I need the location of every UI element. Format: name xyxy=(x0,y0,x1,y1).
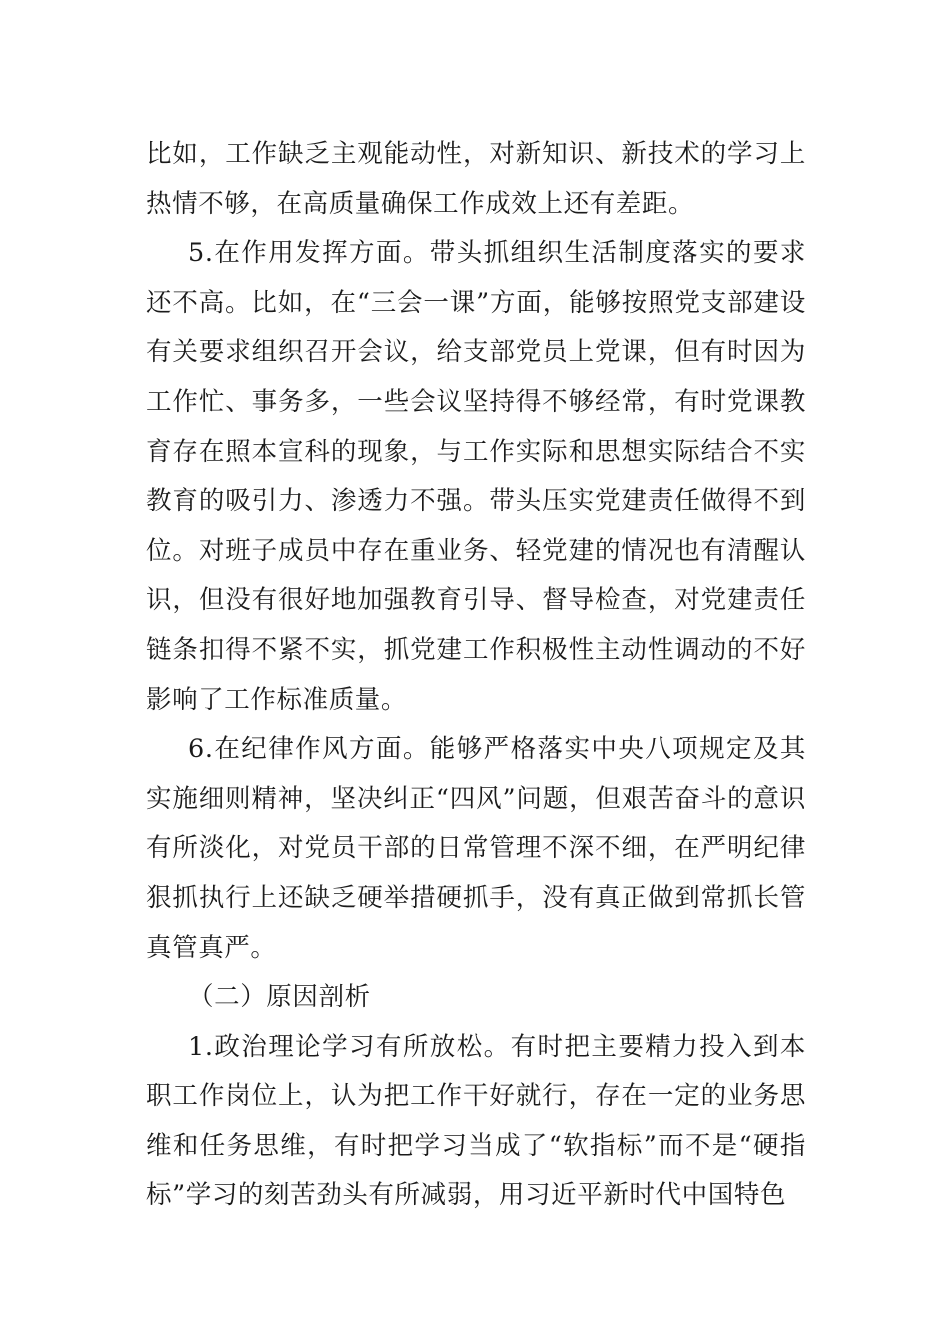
document-body xyxy=(146,130,806,1221)
paragraph-continuation: 比如，工作缺乏主观能动性，对新知识、新技术的学习上热情不够，在高质量确保工作成效上还有差距。 xyxy=(146,139,806,219)
paragraph-item-1: 1.政治理论学习有所放松。有时把主要精力投入到本职工作岗位上，认为把工作干好就行，存在一定的业务思维和任务思维，有时把学习当成了“软指标”而不是“硬指标”学习的刻苦劲头有所减弱，用习近平新时代中国特色 xyxy=(146,1031,806,1211)
paragraph-item-6: 6.在纪律作风方面。能够严格落实中央八项规定及其实施细则精神，坚决纠正“四风”问题，但艰苦奋斗的意识有所淡化，对党员干部的日常管理不深不细，在严明纪律狠抓执行上还缺乏硬举措硬抓手，没有真正做到常抓长管真管真严。 xyxy=(146,734,806,963)
section-heading: （二）原因剖析 xyxy=(188,982,371,1013)
paragraph-item-5: 5.在作用发挥方面。带头抓组织生活制度落实的要求还不高。比如，在“三会一课”方面，能够按照党支部建设有关要求组织召开会议，给支部党员上党课，但有时因为工作忙、事务多，一些会议坚持得不够经常，有时党课教育存在照本宣科的现象，与工作实际和思想实际结合不实教育的吸引力、渗透力不强。带头压实党建责任做得不到位。对班子成员中存在重业务、轻党建的情况也有清醒认识，但没有很好地加强教育引导、督导检查，对党建责任链条扣得不紧不实，抓党建工作积极性主动性调动的不好影响了工作标准质量。 xyxy=(146,238,806,715)
